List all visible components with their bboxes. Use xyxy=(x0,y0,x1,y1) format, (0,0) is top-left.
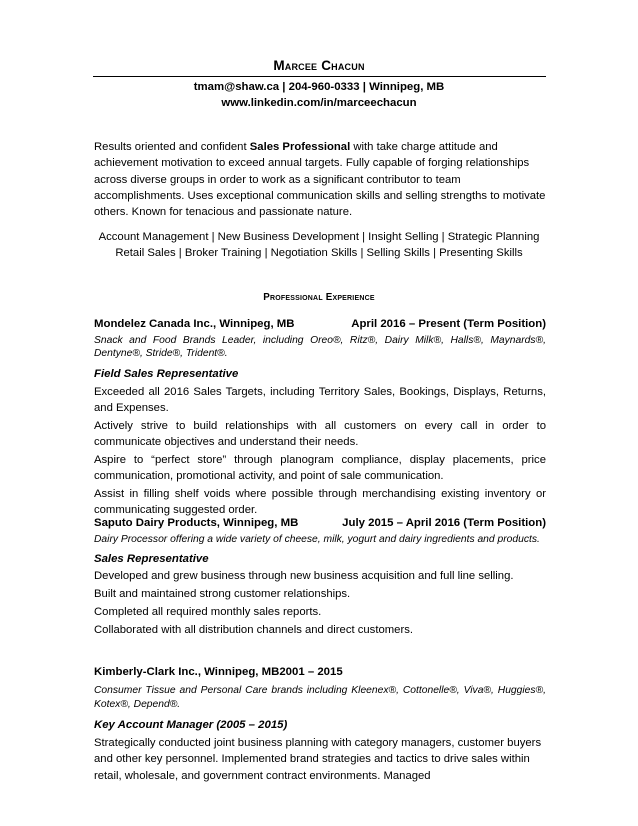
job-header xyxy=(94,517,546,533)
skills-line-2: Retail Sales | Broker Training | Negotiation Skills | Selling Skills | Presenting Skills xyxy=(115,247,523,259)
job-header xyxy=(94,666,546,682)
job-entry xyxy=(94,517,546,638)
contact-line: tmam@shaw.ca | 204-960-0333 | Winnipeg, MB xyxy=(193,81,445,93)
job-dates: July 2015 – April 2016 (Term Position) xyxy=(342,517,546,529)
summary-text-start: Results oriented and confident xyxy=(94,141,250,153)
job-company: Kimberly-Clark Inc., Winnipeg, MB2001 – 2015 xyxy=(94,666,343,678)
header-rule xyxy=(93,76,546,77)
job-entry xyxy=(94,318,546,519)
job-item: Aspire to “perfect store” through planogram compliance, display placements, price communication, promotional activity, and point of sale communication. xyxy=(94,453,546,483)
job-header xyxy=(94,318,546,334)
job-item: Exceeded all 2016 Sales Targets, including Territory Sales, Bookings, Displays, Returns, and Expenses. xyxy=(94,385,546,415)
job-item: Developed and grew business through new business acquisition and full line selling. xyxy=(94,569,514,582)
job-item: Built and maintained strong customer relationships. xyxy=(94,587,351,600)
linkedin-url: www.linkedin.com/in/marceechacun xyxy=(221,97,417,109)
job-description: Snack and Food Brands Leader, including Oreo®, Ritz®, Dairy Milk®, Halls®, Maynards®, Dentyne®, Stride®, Trident®. xyxy=(94,335,546,360)
job-item: Collaborated with all distribution channels and direct customers. xyxy=(94,623,413,636)
job-item: Actively strive to build relationships with all customers on every call in order to communicate objectives and understand their needs. xyxy=(94,419,546,449)
job-role: Field Sales Representative xyxy=(94,367,239,380)
skills-line-1: Account Management | New Business Development | Insight Selling | Strategic Planning xyxy=(98,231,540,243)
job-role: Key Account Manager (2005 – 2015) xyxy=(94,718,288,731)
job-dates: April 2016 – Present (Term Position) xyxy=(351,318,546,330)
summary-paragraph xyxy=(94,139,554,220)
summary-text-end: with take charge attitude and achievement motivation to exceed annual targets. Fully capable of forging relationships across diverse groups in order to work as a significant contributor to team accomplishments. Uses exceptional communication skills and selling strengths to motivate others. Known for tenacious and passionate nature. xyxy=(94,141,546,219)
section-title-experience: Professional Experience xyxy=(263,292,375,303)
job-item: Assist in filling shelf voids where possible through merchandising existing inventory or communicating suggested order. xyxy=(94,487,546,517)
job-description: Dairy Processor offering a wide variety of cheese, milk, yogurt and dairy ingredients and products. xyxy=(94,534,540,545)
job-item: Strategically conducted joint business planning with category managers, customer buyers and other key personnel. Implemented brand strategies and tactics to drive sales within retail, wholesale, and government contract environments. Managed xyxy=(94,736,542,782)
job-item: Completed all required monthly sales reports. xyxy=(94,605,322,618)
job-company: Mondelez Canada Inc., Winnipeg, MB xyxy=(94,318,295,330)
candidate-name: Marcee Chacun xyxy=(273,58,365,73)
summary-highlight: Sales Professional xyxy=(249,141,351,153)
job-description: Consumer Tissue and Personal Care brands including Kleenex®, Cottonelle®, Viva®, Huggies®, Kotex®, Depend®. xyxy=(94,685,546,711)
job-role: Sales Representative xyxy=(94,553,209,566)
job-entry xyxy=(94,666,546,784)
job-company: Saputo Dairy Products, Winnipeg, MB xyxy=(94,517,299,529)
